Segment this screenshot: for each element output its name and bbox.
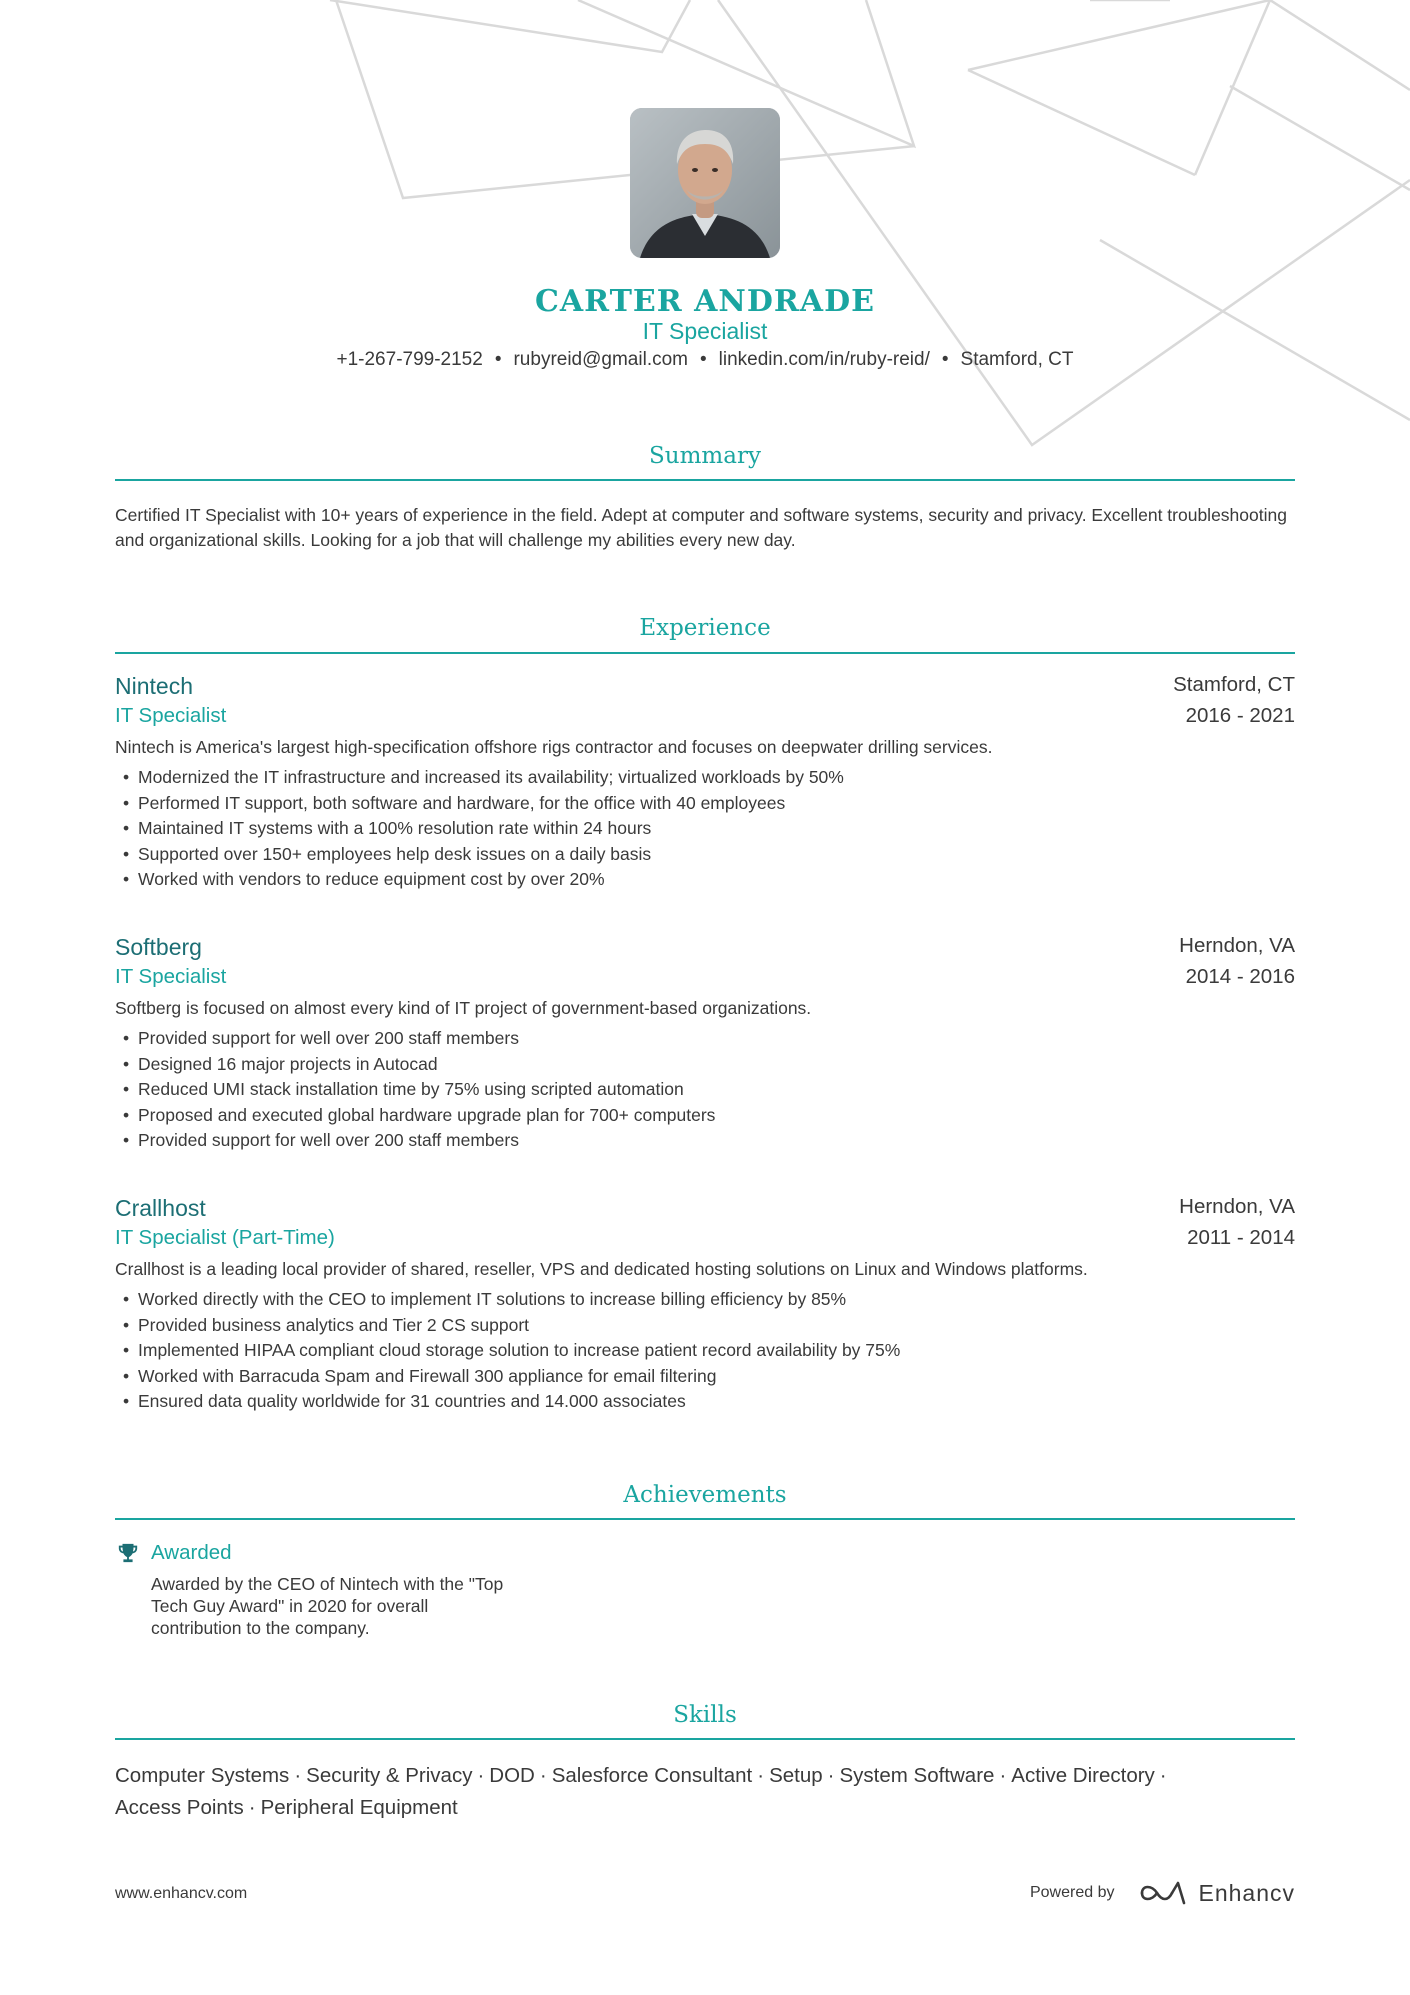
skill-separator: ·	[1159, 1764, 1167, 1787]
skills-heading: Skills	[673, 1702, 737, 1728]
job-location: Herndon, VA	[1179, 1195, 1295, 1218]
skill-item: Salesforce Consultant	[551, 1764, 753, 1787]
contact-separator: •	[494, 349, 502, 370]
candidate-title: IT Specialist	[642, 318, 768, 344]
summary-divider	[115, 479, 1295, 481]
skill-item: Security & Privacy	[306, 1764, 473, 1787]
skill-separator: ·	[539, 1764, 547, 1787]
company-name: Crallhost	[115, 1195, 206, 1221]
company-description: Softberg is focused on almost every kind of IT project of government-based organizations.	[115, 998, 812, 1018]
skill-item: Setup	[769, 1764, 823, 1787]
list-item: • Maintained IT systems with a 100% resolution rate within 24 hours	[123, 816, 844, 842]
achievements-heading: Achievements	[623, 1482, 787, 1508]
skill-separator: ·	[827, 1764, 835, 1787]
list-item: • Proposed and executed global hardware upgrade plan for 700+ computers	[123, 1103, 715, 1129]
company-description: Nintech is America's largest high-specification offshore rigs contractor and focuses on deepwater drilling services.	[115, 737, 993, 757]
powered-by-label: Powered by	[1029, 1884, 1115, 1901]
skills-list	[115, 1760, 1295, 1824]
skill-separator: ·	[248, 1796, 256, 1819]
list-item: • Designed 16 major projects in Autocad	[123, 1052, 715, 1078]
list-item: • Modernized the IT infrastructure and increased its availability; virtualized workloads by 50%	[123, 765, 844, 791]
job-location: Herndon, VA	[1179, 934, 1295, 957]
achievement-title: Awarded	[151, 1541, 232, 1564]
summary-heading: Summary	[649, 443, 761, 469]
job-role: IT Specialist	[115, 704, 227, 727]
list-item: • Worked with vendors to reduce equipment cost by over 20%	[123, 867, 844, 893]
skill-separator: ·	[757, 1764, 765, 1787]
list-item: • Worked directly with the CEO to implement IT solutions to increase billing efficiency by 85%	[123, 1287, 900, 1313]
experience-heading: Experience	[639, 615, 771, 641]
company-name: Softberg	[115, 934, 202, 960]
email[interactable]: rubyreid@gmail.com	[513, 349, 688, 370]
skills-divider	[115, 1738, 1295, 1740]
list-item: • Implemented HIPAA compliant cloud storage solution to increase patient record availability by 75%	[123, 1338, 900, 1364]
experience-divider	[115, 652, 1295, 654]
job-role: IT Specialist (Part-Time)	[115, 1226, 335, 1249]
list-item: • Provided support for well over 200 staff members	[123, 1026, 715, 1052]
job-role: IT Specialist	[115, 965, 227, 988]
list-item: • Performed IT support, both software and hardware, for the office with 40 employees	[123, 791, 844, 817]
achievement-list	[123, 765, 844, 893]
contact-separator: •	[941, 349, 949, 370]
footer-website-link[interactable]: www.enhancv.com	[115, 1885, 248, 1902]
contact-separator: •	[700, 349, 707, 370]
brand-name: Enhancv	[1198, 1879, 1295, 1906]
candidate-name: CARTER ANDRADE	[535, 284, 875, 319]
avatar-illustration	[630, 108, 780, 258]
enhancv-logo-icon	[1138, 1879, 1188, 1907]
list-item: • Worked with Barracuda Spam and Firewall 300 appliance for email filtering	[123, 1364, 900, 1390]
linkedin-link[interactable]: linkedin.com/in/ruby-reid/	[718, 349, 930, 370]
contact-line	[115, 349, 1295, 371]
company-name: Nintech	[115, 673, 193, 699]
skill-item: DOD	[489, 1764, 535, 1787]
skill-item: System Software	[839, 1764, 995, 1787]
profile-photo	[630, 108, 780, 258]
list-item: • Provided business analytics and Tier 2 CS support	[123, 1313, 900, 1339]
skill-item: Active Directory	[1011, 1764, 1155, 1787]
achievement-description: Awarded by the CEO of Nintech with the "Top Tech Guy Award" in 2020 for overall contribution to the company.	[151, 1574, 504, 1638]
location: Stamford, CT	[960, 349, 1074, 370]
skill-separator: ·	[477, 1764, 485, 1787]
skill-item: Peripheral Equipment	[260, 1796, 458, 1819]
footer-branding	[1030, 1875, 1295, 1911]
list-item: • Provided support for well over 200 staff members	[123, 1128, 715, 1154]
achievement-list	[123, 1287, 900, 1415]
summary-text: Certified IT Specialist with 10+ years of experience in the field. Adept at computer and software systems, security and privacy. Excellent troubleshooting and organizational skills. Looking for a job that will challenge my abilities every new day.	[115, 505, 1287, 550]
list-item: • Ensured data quality worldwide for 31 countries and 14.000 associates	[123, 1389, 900, 1415]
skill-separator: ·	[294, 1764, 302, 1787]
job-dates: 2014 - 2016	[1185, 965, 1295, 988]
achievement-list	[123, 1026, 715, 1154]
trophy-icon	[117, 1542, 139, 1564]
phone[interactable]: +1-267-799-2152	[336, 349, 483, 370]
skill-item: Access Points	[115, 1796, 244, 1819]
job-dates: 2011 - 2014	[1187, 1226, 1295, 1249]
list-item: • Reduced UMI stack installation time by 75% using scripted automation	[123, 1077, 715, 1103]
skill-item: Computer Systems	[115, 1764, 290, 1787]
skill-separator: ·	[999, 1764, 1007, 1787]
company-description: Crallhost is a leading local provider of shared, reseller, VPS and dedicated hosting solutions on Linux and Windows platforms.	[115, 1259, 1088, 1279]
list-item: • Supported over 150+ employees help desk issues on a daily basis	[123, 842, 844, 868]
achievements-divider	[115, 1518, 1295, 1520]
job-dates: 2016 - 2021	[1185, 704, 1295, 727]
job-location: Stamford, CT	[1173, 673, 1295, 696]
